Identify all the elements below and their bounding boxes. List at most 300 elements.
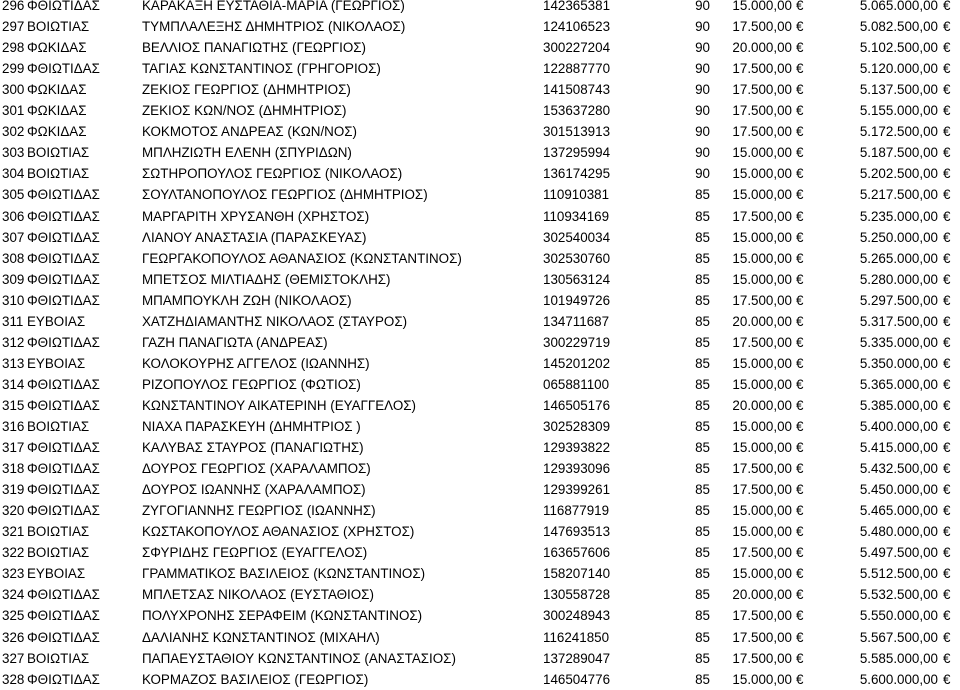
euro-symbol: € (943, 334, 951, 350)
row-amount: 15.000,00 (732, 187, 792, 203)
row-points: 85 (695, 629, 710, 645)
row-name: ΠΑΠΑΕΥΣΤΑΘΙΟΥ ΚΩΝΣΤΑΝΤΙΝΟΣ (ΑΝΑΣΤΑΣΙΟΣ) (142, 650, 456, 666)
row-cumulative: 5.385.000,00 (859, 397, 938, 413)
row-name: ΚΑΡΑΚΑΞΗ ΕΥΣΤΑΘΙΑ-ΜΑΡΙΑ (ΓΕΩΡΓΙΟΣ) (142, 0, 405, 13)
row-name: ΔΟΥΡΟΣ ΓΕΩΡΓΙΟΣ (ΧΑΡΑΛΑΜΠΟΣ) (142, 461, 371, 477)
row-region: ΒΟΙΩΤΙΑΣ (27, 166, 90, 182)
euro-symbol: € (943, 0, 951, 13)
row-region: ΦΘΙΩΤΙΔΑΣ (27, 187, 100, 203)
row-cumulative: 5.432.500,00 (859, 461, 938, 477)
row-afm: 136174295 (543, 166, 611, 182)
euro-symbol: € (943, 103, 951, 119)
row-region: ΒΟΙΩΤΙΑΣ (27, 650, 90, 666)
row-amount: 17.500,00 (732, 19, 792, 35)
row-cumulative: 5.585.000,00 (859, 650, 938, 666)
euro-symbol: € (796, 0, 804, 13)
row-region: ΦΘΙΩΤΙΔΑΣ (27, 250, 100, 266)
row-number: 322 (2, 545, 25, 561)
row-number: 306 (2, 208, 25, 224)
row-cumulative: 5.365.000,00 (859, 376, 938, 392)
euro-symbol: € (943, 587, 951, 603)
row-cumulative: 5.065.000,00 (859, 0, 938, 13)
row-amount: 17.500,00 (732, 545, 792, 561)
row-cumulative: 5.120.000,00 (859, 61, 938, 77)
euro-symbol: € (943, 376, 951, 392)
euro-symbol: € (943, 545, 951, 561)
row-name: ΛΙΑΝΟΥ ΑΝΑΣΤΑΣΙΑ (ΠΑΡΑΣΚΕΥΑΣ) (142, 229, 367, 245)
euro-symbol: € (796, 524, 804, 540)
table-row (0, 605, 960, 626)
row-afm: 110934169 (543, 208, 610, 224)
row-amount: 17.500,00 (732, 61, 792, 77)
row-afm: 137295994 (543, 145, 611, 161)
row-afm: 129399261 (543, 482, 611, 498)
row-name: ΓΡΑΜΜΑΤΙΚΟΣ ΒΑΣΙΛΕΙΟΣ (ΚΩΝΣΤΑΝΤΙΝΟΣ) (142, 566, 426, 582)
row-region: ΦΘΙΩΤΙΔΑΣ (27, 61, 100, 77)
row-amount: 17.500,00 (732, 208, 792, 224)
table-row (0, 353, 960, 374)
row-afm: 146505176 (543, 397, 611, 413)
row-cumulative: 5.465.000,00 (859, 503, 938, 519)
table-row (0, 437, 960, 458)
table-row (0, 416, 960, 437)
row-afm: 130563124 (543, 271, 611, 287)
row-points: 90 (695, 0, 710, 13)
row-afm: 141508743 (543, 82, 611, 98)
euro-symbol: € (796, 124, 804, 140)
euro-symbol: € (943, 187, 951, 203)
row-cumulative: 5.297.500,00 (859, 292, 938, 308)
row-number: 308 (2, 250, 25, 266)
euro-symbol: € (796, 355, 804, 371)
row-amount: 15.000,00 (732, 440, 792, 456)
row-cumulative: 5.480.000,00 (859, 524, 938, 540)
euro-symbol: € (943, 566, 951, 582)
row-cumulative: 5.567.500,00 (859, 629, 938, 645)
row-afm: 302540034 (543, 229, 611, 245)
table-row (0, 627, 960, 648)
row-points: 85 (695, 524, 710, 540)
row-name: ΧΑΤΖΗΔΙΑΜΑΝΤΗΣ ΝΙΚΟΛΑΟΣ (ΣΤΑΥΡΟΣ) (142, 313, 408, 329)
euro-symbol: € (796, 292, 804, 308)
row-cumulative: 5.102.500,00 (859, 40, 938, 56)
euro-symbol: € (943, 671, 951, 687)
row-points: 90 (695, 103, 710, 119)
row-region: ΦΩΚΙΔΑΣ (27, 124, 87, 140)
row-points: 85 (695, 334, 710, 350)
row-region: ΒΟΙΩΤΙΑΣ (27, 19, 90, 35)
euro-symbol: € (796, 482, 804, 498)
row-points: 85 (695, 376, 710, 392)
row-region: ΦΘΙΩΤΙΔΑΣ (27, 671, 100, 687)
row-region: ΦΘΙΩΤΙΔΑΣ (27, 461, 100, 477)
row-region: ΒΟΙΩΤΙΑΣ (27, 145, 90, 161)
row-cumulative: 5.600.000,00 (859, 671, 938, 687)
row-points: 85 (695, 503, 710, 519)
row-number: 297 (2, 19, 25, 35)
row-amount: 15.000,00 (732, 166, 792, 182)
row-amount: 15.000,00 (732, 524, 792, 540)
euro-symbol: € (796, 587, 804, 603)
row-afm: 153637280 (543, 103, 611, 119)
row-cumulative: 5.217.500,00 (859, 187, 938, 203)
row-afm: 124106523 (543, 19, 611, 35)
row-points: 85 (695, 292, 710, 308)
row-name: ΓΕΩΡΓΑΚΟΠΟΥΛΟΣ ΑΘΑΝΑΣΙΟΣ (ΚΩΝΣΤΑΝΤΙΝΟΣ) (142, 250, 462, 266)
row-number: 296 (2, 0, 25, 13)
row-afm: 147693513 (543, 524, 611, 540)
row-number: 312 (2, 334, 25, 350)
row-region: ΦΘΙΩΤΙΔΑΣ (27, 503, 100, 519)
row-points: 85 (695, 229, 710, 245)
row-region: ΦΘΙΩΤΙΔΑΣ (27, 629, 100, 645)
row-region: ΦΘΙΩΤΙΔΑΣ (27, 0, 100, 13)
row-points: 85 (695, 587, 710, 603)
row-cumulative: 5.450.000,00 (859, 482, 938, 498)
row-number: 321 (2, 524, 25, 540)
row-amount: 15.000,00 (732, 145, 792, 161)
row-points: 85 (695, 355, 710, 371)
euro-symbol: € (796, 271, 804, 287)
row-region: ΦΘΙΩΤΙΔΑΣ (27, 482, 100, 498)
row-amount: 20.000,00 (732, 40, 792, 56)
row-amount: 15.000,00 (732, 566, 792, 582)
euro-symbol: € (796, 503, 804, 519)
row-afm: 302530760 (543, 250, 611, 266)
row-name: ΔΟΥΡΟΣ ΙΩΑΝΝΗΣ (ΧΑΡΑΛΑΜΠΟΣ) (142, 482, 366, 498)
row-name: ΠΟΛΥΧΡΟΝΗΣ ΣΕΡΑΦΕΙΜ (ΚΩΝΣΤΑΝΤΙΝΟΣ) (142, 608, 423, 624)
row-number: 317 (2, 440, 25, 456)
row-region: ΕΥΒΟΙΑΣ (27, 566, 86, 582)
row-number: 324 (2, 587, 25, 603)
row-points: 85 (695, 671, 710, 687)
row-cumulative: 5.512.500,00 (859, 566, 938, 582)
euro-symbol: € (796, 461, 804, 477)
row-number: 316 (2, 419, 25, 434)
euro-symbol: € (943, 482, 951, 498)
row-number: 304 (2, 166, 25, 182)
row-amount: 17.500,00 (732, 629, 792, 645)
euro-symbol: € (796, 40, 804, 56)
euro-symbol: € (796, 166, 804, 182)
row-name: ΜΠΕΤΣΟΣ ΜΙΛΤΙΑΔΗΣ (ΘΕΜΙΣΤΟΚΛΗΣ) (142, 271, 391, 287)
row-points: 85 (695, 397, 710, 413)
table-row (0, 0, 960, 16)
row-number: 310 (2, 292, 25, 308)
row-afm: 300227204 (543, 40, 611, 56)
row-amount: 17.500,00 (732, 461, 792, 477)
row-region: ΦΘΙΩΤΙΔΑΣ (27, 608, 100, 624)
row-name: ΚΑΛΥΒΑΣ ΣΤΑΥΡΟΣ (ΠΑΝΑΓΙΩΤΗΣ) (142, 440, 364, 456)
row-amount: 15.000,00 (732, 229, 792, 245)
row-region: ΕΥΒΟΙΑΣ (27, 313, 86, 329)
row-afm: 300229719 (543, 334, 611, 350)
row-number: 299 (2, 61, 25, 77)
row-points: 85 (695, 419, 710, 434)
row-amount: 15.000,00 (732, 271, 792, 287)
row-amount: 15.000,00 (732, 503, 792, 519)
row-cumulative: 5.550.000,00 (859, 608, 938, 624)
row-number: 319 (2, 482, 25, 498)
row-points: 85 (695, 545, 710, 561)
row-points: 90 (695, 145, 710, 161)
row-afm: 101949726 (543, 292, 611, 308)
table-row (0, 521, 960, 542)
row-name: ΜΑΡΓΑΡΙΤΗ ΧΡΥΣΑΝΘΗ (ΧΡΗΣΤΟΣ) (142, 208, 370, 224)
table-row (0, 648, 960, 669)
row-number: 328 (2, 671, 25, 687)
row-name: ΡΙΖΟΠΟΥΛΟΣ ΓΕΩΡΓΙΟΣ (ΦΩΤΙΟΣ) (142, 376, 361, 392)
row-points: 90 (695, 124, 710, 140)
euro-symbol: € (943, 355, 951, 371)
row-number: 318 (2, 461, 25, 477)
row-region: ΦΩΚΙΔΑΣ (27, 82, 87, 98)
row-amount: 15.000,00 (732, 419, 792, 434)
table-row (0, 542, 960, 563)
row-amount: 17.500,00 (732, 103, 792, 119)
row-cumulative: 5.082.500,00 (859, 19, 938, 35)
row-region: ΦΘΙΩΤΙΔΑΣ (27, 587, 100, 603)
row-number: 301 (2, 103, 25, 119)
euro-symbol: € (796, 103, 804, 119)
row-number: 313 (2, 355, 25, 371)
row-name: ΖΥΓΟΓΙΑΝΝΗΣ ΓΕΩΡΓΙΟΣ (ΙΩΑΝΝΗΣ) (142, 503, 376, 519)
row-points: 85 (695, 250, 710, 266)
table-row (0, 79, 960, 100)
table-row (0, 332, 960, 353)
euro-symbol: € (943, 166, 951, 182)
row-amount: 20.000,00 (732, 587, 792, 603)
row-points: 85 (695, 482, 710, 498)
table-row (0, 395, 960, 416)
euro-symbol: € (943, 292, 951, 308)
row-afm: 110910381 (543, 187, 610, 203)
row-points: 85 (695, 440, 710, 456)
row-cumulative: 5.415.000,00 (859, 440, 938, 456)
row-number: 323 (2, 566, 25, 582)
row-points: 85 (695, 461, 710, 477)
table-row (0, 248, 960, 269)
row-afm: 301513913 (543, 124, 611, 140)
row-name: ΚΟΚΜΟΤΟΣ ΑΝΔΡΕΑΣ (ΚΩΝ/ΝΟΣ) (142, 124, 358, 140)
table-row (0, 142, 960, 163)
row-points: 85 (695, 187, 710, 203)
row-points: 85 (695, 650, 710, 666)
row-region: ΦΘΙΩΤΙΔΑΣ (27, 229, 100, 245)
table-row (0, 311, 960, 332)
row-number: 315 (2, 397, 25, 413)
euro-symbol: € (943, 61, 951, 77)
row-region: ΦΘΙΩΤΙΔΑΣ (27, 271, 100, 287)
row-name: ΜΠΛΗΖΙΩΤΗ ΕΛΕΝΗ (ΣΠΥΡΙΔΩΝ) (142, 145, 352, 161)
row-cumulative: 5.335.000,00 (859, 334, 938, 350)
euro-symbol: € (943, 440, 951, 456)
euro-symbol: € (943, 124, 951, 140)
euro-symbol: € (943, 145, 951, 161)
row-name: ΜΠΑΜΠΟΥΚΛΗ ΖΩΗ (ΝΙΚΟΛΑΟΣ) (142, 292, 352, 308)
table-row (0, 100, 960, 121)
row-points: 90 (695, 19, 710, 35)
row-points: 85 (695, 608, 710, 624)
euro-symbol: € (796, 145, 804, 161)
row-afm: 142365381 (543, 0, 611, 13)
euro-symbol: € (943, 419, 951, 434)
row-amount: 17.500,00 (732, 82, 792, 98)
row-name: ΖΕΚΙΟΣ ΚΩΝ/ΝΟΣ (ΔΗΜΗΤΡΙΟΣ) (142, 103, 347, 119)
row-points: 85 (695, 208, 710, 224)
row-region: ΦΘΙΩΤΙΔΑΣ (27, 440, 100, 456)
row-cumulative: 5.155.000,00 (859, 103, 938, 119)
euro-symbol: € (943, 629, 951, 645)
euro-symbol: € (943, 650, 951, 666)
row-cumulative: 5.497.500,00 (859, 545, 938, 561)
row-amount: 20.000,00 (732, 313, 792, 329)
row-cumulative: 5.350.000,00 (859, 355, 938, 371)
row-points: 90 (695, 40, 710, 56)
row-amount: 17.500,00 (732, 334, 792, 350)
euro-symbol: € (796, 650, 804, 666)
row-name: ΔΑΛΙΑΝΗΣ ΚΩΝΣΤΑΝΤΙΝΟΣ (ΜΙΧΑΗΛ) (142, 629, 380, 645)
euro-symbol: € (796, 334, 804, 350)
table-row (0, 227, 960, 248)
row-region: ΒΟΙΩΤΙΑΣ (27, 419, 90, 434)
euro-symbol: € (796, 566, 804, 582)
table-row (0, 290, 960, 311)
row-afm: 065881100 (543, 376, 610, 392)
row-afm: 302528309 (543, 419, 611, 434)
row-afm: 129393096 (543, 461, 611, 477)
row-points: 90 (695, 166, 710, 182)
euro-symbol: € (943, 397, 951, 413)
row-amount: 17.500,00 (732, 482, 792, 498)
table-row (0, 500, 960, 521)
row-name: ΚΩΣΤΑΚΟΠΟΥΛΟΣ ΑΘΑΝΑΣΙΟΣ (ΧΡΗΣΤΟΣ) (142, 524, 415, 540)
table-row (0, 458, 960, 479)
row-points: 90 (695, 61, 710, 77)
row-name: ΝΙΑΧΑ ΠΑΡΑΣΚΕΥΗ (ΔΗΜΗΤΡΙΟΣ ) (142, 419, 361, 434)
euro-symbol: € (796, 671, 804, 687)
row-number: 311 (2, 313, 24, 329)
row-amount: 17.500,00 (732, 608, 792, 624)
euro-symbol: € (943, 250, 951, 266)
euro-symbol: € (943, 82, 951, 98)
row-afm: 145201202 (543, 355, 611, 371)
row-amount: 20.000,00 (732, 397, 792, 413)
table-row (0, 121, 960, 142)
row-points: 85 (695, 271, 710, 287)
row-name: ΣΩΤΗΡΟΠΟΥΛΟΣ ΓΕΩΡΓΙΟΣ (ΝΙΚΟΛΑΟΣ) (142, 166, 403, 182)
row-afm: 129393822 (543, 440, 611, 456)
row-number: 298 (2, 40, 25, 56)
row-afm: 137289047 (543, 650, 611, 666)
euro-symbol: € (943, 208, 951, 224)
row-amount: 15.000,00 (732, 376, 792, 392)
euro-symbol: € (796, 545, 804, 561)
row-number: 327 (2, 650, 25, 666)
row-cumulative: 5.235.000,00 (859, 208, 938, 224)
row-number: 309 (2, 271, 25, 287)
row-amount: 17.500,00 (732, 292, 792, 308)
row-afm: 116877919 (543, 503, 610, 519)
euro-symbol: € (796, 187, 804, 203)
row-region: ΦΩΚΙΔΑΣ (27, 40, 87, 56)
row-cumulative: 5.280.000,00 (859, 271, 938, 287)
row-afm: 130558728 (543, 587, 611, 603)
euro-symbol: € (943, 19, 951, 35)
row-cumulative: 5.202.500,00 (859, 166, 938, 182)
row-amount: 15.000,00 (732, 355, 792, 371)
table-row (0, 669, 960, 690)
row-name: ΒΕΛΛΙΟΣ ΠΑΝΑΓΙΩΤΗΣ (ΓΕΩΡΓΙΟΣ) (142, 40, 366, 56)
row-afm: 134711687 (543, 313, 610, 329)
row-cumulative: 5.137.500,00 (859, 82, 938, 98)
row-cumulative: 5.187.500,00 (859, 145, 938, 161)
row-afm: 146504776 (543, 671, 611, 687)
euro-symbol: € (943, 40, 951, 56)
row-number: 307 (2, 229, 25, 245)
row-name: ΖΕΚΙΟΣ ΓΕΩΡΓΙΟΣ (ΔΗΜΗΤΡΙΟΣ) (142, 82, 351, 98)
euro-symbol: € (796, 82, 804, 98)
euro-symbol: € (796, 229, 804, 245)
row-number: 303 (2, 145, 25, 161)
row-region: ΦΘΙΩΤΙΔΑΣ (27, 397, 100, 413)
row-cumulative: 5.172.500,00 (859, 124, 938, 140)
row-name: ΤΥΜΠΛΑΛΕΞΗΣ ΔΗΜΗΤΡΙΟΣ (ΝΙΚΟΛΑΟΣ) (142, 19, 406, 35)
euro-symbol: € (796, 313, 804, 329)
table-row (0, 563, 960, 584)
table-row (0, 184, 960, 205)
euro-symbol: € (796, 208, 804, 224)
row-amount: 17.500,00 (732, 650, 792, 666)
row-name: ΚΟΛΟΚΟΥΡΗΣ ΑΓΓΕΛΟΣ (ΙΩΑΝΝΗΣ) (142, 355, 370, 371)
row-region: ΦΘΙΩΤΙΔΑΣ (27, 334, 100, 350)
table-row (0, 584, 960, 605)
table-row (0, 16, 960, 37)
row-name: ΜΠΛΕΤΣΑΣ ΝΙΚΟΛΑΟΣ (ΕΥΣΤΑΘΙΟΣ) (142, 587, 374, 603)
row-afm: 116241850 (543, 629, 610, 645)
row-number: 320 (2, 503, 25, 519)
row-number: 305 (2, 187, 25, 203)
table-row (0, 374, 960, 395)
table-row (0, 163, 960, 184)
table-row (0, 58, 960, 79)
row-points: 90 (695, 82, 710, 98)
row-cumulative: 5.265.000,00 (859, 250, 938, 266)
row-region: ΒΟΙΩΤΙΑΣ (27, 524, 90, 540)
euro-symbol: € (796, 608, 804, 624)
euro-symbol: € (796, 440, 804, 456)
row-number: 314 (2, 376, 25, 392)
row-number: 302 (2, 124, 25, 140)
row-region: ΦΘΙΩΤΙΔΑΣ (27, 376, 100, 392)
row-afm: 163657606 (543, 545, 611, 561)
row-region: ΕΥΒΟΙΑΣ (27, 355, 86, 371)
euro-symbol: € (796, 397, 804, 413)
row-cumulative: 5.317.500,00 (859, 313, 938, 329)
row-region: ΦΩΚΙΔΑΣ (27, 103, 87, 119)
row-points: 85 (695, 313, 710, 329)
euro-symbol: € (943, 461, 951, 477)
row-cumulative: 5.532.500,00 (859, 587, 938, 603)
row-name: ΚΟΡΜΑΖΟΣ ΒΑΣΙΛΕΙΟΣ (ΓΕΩΡΓΙΟΣ) (142, 671, 369, 687)
euro-symbol: € (796, 19, 804, 35)
table-row (0, 269, 960, 290)
euro-symbol: € (943, 503, 951, 519)
row-name: ΚΩΝΣΤΑΝΤΙΝΟΥ ΑΙΚΑΤΕΡΙΝΗ (ΕΥΑΓΓΕΛΟΣ) (142, 397, 417, 413)
row-region: ΒΟΙΩΤΙΑΣ (27, 545, 90, 561)
row-afm: 300248943 (543, 608, 611, 624)
row-number: 326 (2, 629, 25, 645)
